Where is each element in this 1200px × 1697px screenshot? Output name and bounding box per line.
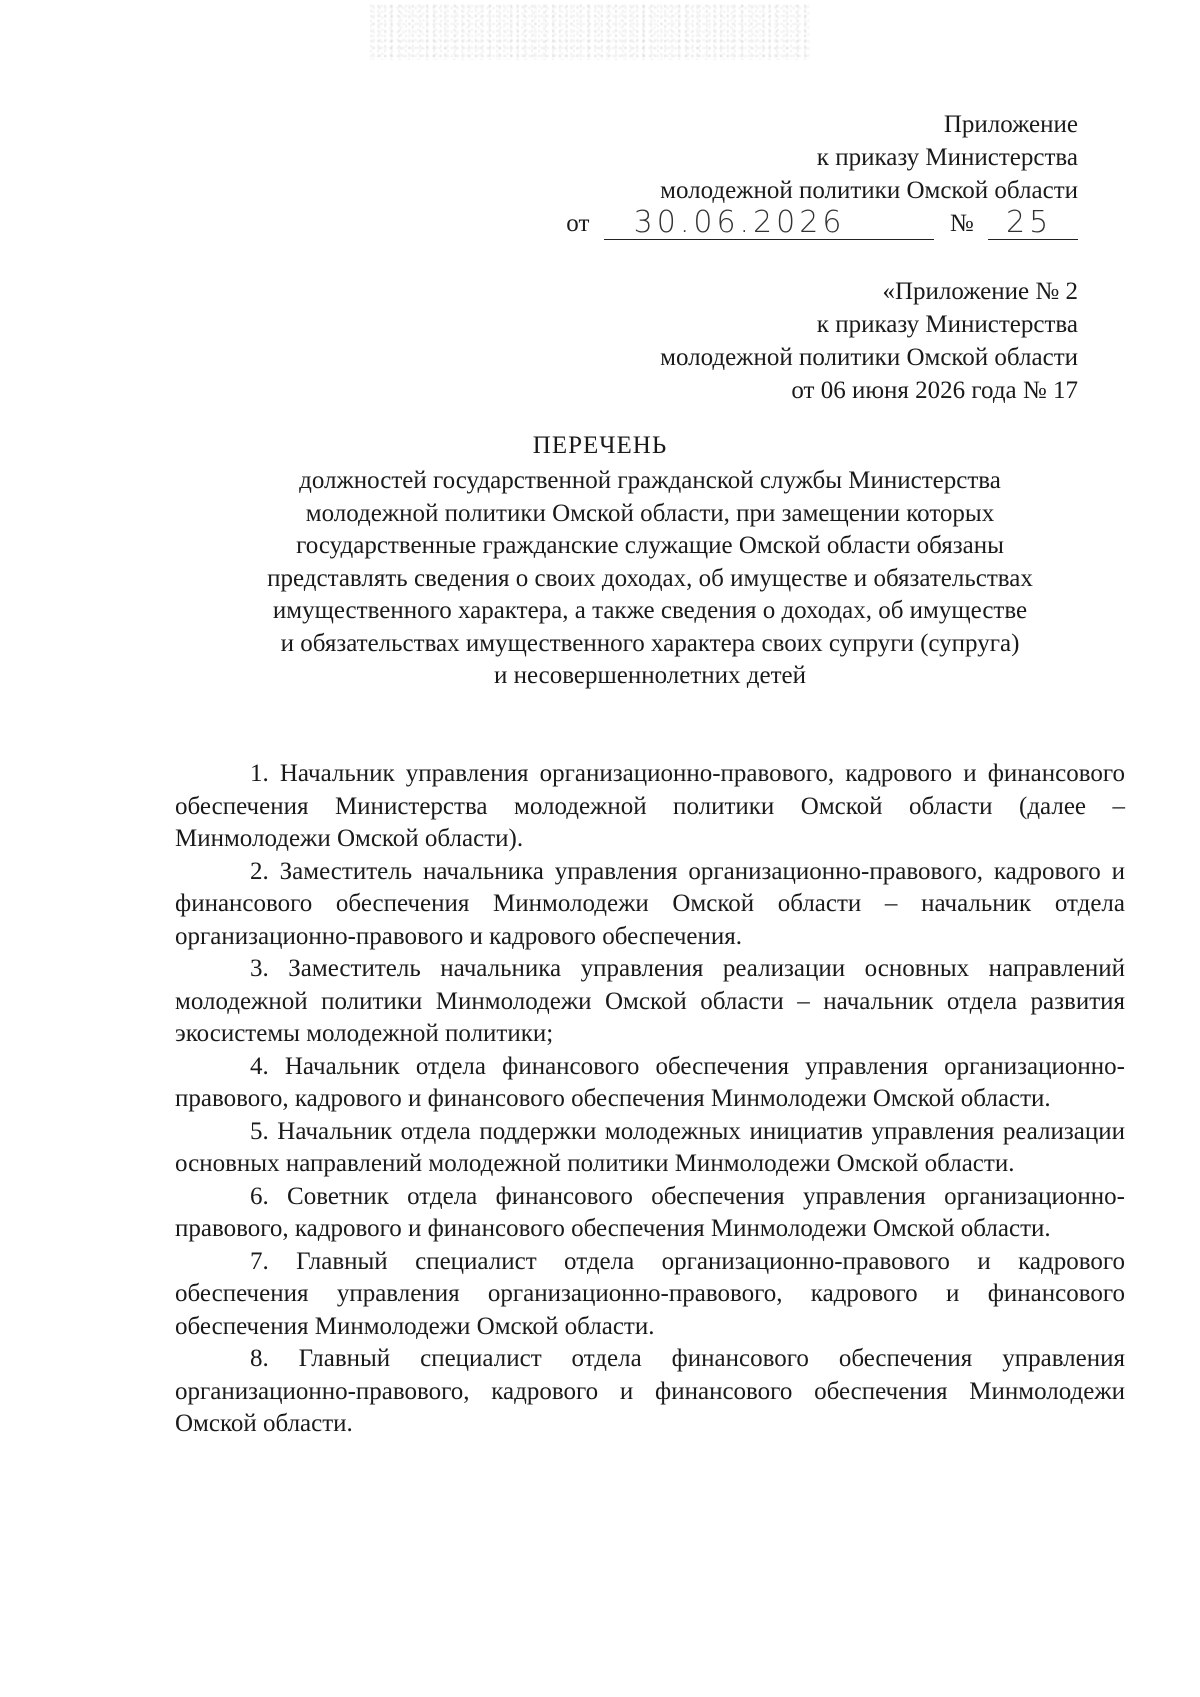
subtitle-line: должностей государственной гражданской службы Министерства bbox=[299, 467, 1001, 494]
order-date: 30.06.2026 bbox=[633, 205, 846, 240]
order-date-field bbox=[604, 205, 934, 240]
appendix-line: Приложение bbox=[943, 111, 1078, 138]
order-line bbox=[566, 207, 1078, 240]
document-title: ПЕРЕЧЕНЬ bbox=[532, 432, 668, 459]
order-prefix: от bbox=[566, 210, 590, 237]
list-item: 6. Советник отдела финансового обеспечения управления организационно-правового, кадрового и финансового обеспечения Минмолодежи Омской области. bbox=[175, 1182, 1125, 1242]
subtitle-line: молодежной политики Омской области, при замещении которых bbox=[305, 499, 995, 527]
previous-appendix-line: от 06 июня 2026 года № 17 bbox=[791, 377, 1078, 404]
order-number-field bbox=[988, 205, 1078, 240]
previous-appendix-header bbox=[660, 275, 1078, 407]
previous-appendix-line: молодежной политики Омской области bbox=[660, 344, 1078, 371]
subtitle-line: государственные гражданские служащие Омской области обязаны bbox=[296, 532, 1004, 559]
appendix-header bbox=[566, 108, 1078, 240]
previous-appendix-line: к приказу Министерства bbox=[816, 311, 1078, 338]
order-number: 25 bbox=[1006, 205, 1053, 240]
positions-list bbox=[175, 758, 1125, 1441]
list-item: 2. Заместитель начальника управления организационно-правового, кадрового и финансового обеспечения Минмолодежи Омской области – начальник отдела организационно-правового и кадрового обеспечения. bbox=[175, 857, 1125, 950]
list-item: 5. Начальник отдела поддержки молодежных инициатив управления реализации основных направлений молодежной политики Минмолодежи Омской области. bbox=[175, 1117, 1125, 1177]
subtitle-line: и несовершеннолетних детей bbox=[493, 662, 807, 689]
order-number-label: № bbox=[949, 210, 974, 237]
list-item: 4. Начальник отдела финансового обеспечения управления организационно-правового, кадрового и финансового обеспечения Минмолодежи Омской области. bbox=[175, 1052, 1125, 1112]
scan-noise bbox=[370, 4, 810, 60]
list-item: 8. Главный специалист отдела финансового обеспечения управления организационно-правового, кадрового и финансового обеспечения Минмолодежи Омской области. bbox=[175, 1345, 1125, 1437]
previous-appendix-line: «Приложение № 2 bbox=[882, 278, 1078, 305]
subtitle-line: и обязательствах имущественного характера своих супруги (супруга) bbox=[280, 629, 1020, 657]
subtitle-line: представлять сведения о своих доходах, об имуществе и обязательствах bbox=[267, 564, 1033, 592]
list-item: 1. Начальник управления организационно-правового, кадрового и финансового обеспечения Министерства молодежной политики Омской области (далее – Минмолодежи Омской области). bbox=[175, 760, 1125, 852]
appendix-line: к приказу Министерства bbox=[816, 144, 1078, 171]
appendix-line: молодежной политики Омской области bbox=[660, 177, 1078, 204]
subtitle-line: имущественного характера, а также сведения о доходах, об имуществе bbox=[272, 597, 1028, 624]
list-item: 7. Главный специалист отдела организационно-правового и кадрового обеспечения управления организационно-правового, кадрового и финансового обеспечения Минмолодежи Омской области. bbox=[175, 1247, 1125, 1340]
document-subtitle bbox=[200, 465, 1100, 693]
list-item: 3. Заместитель начальника управления реализации основных направлений молодежной политики Минмолодежи Омской области – начальник отдела развития экосистемы молодежной политики; bbox=[175, 955, 1125, 1047]
